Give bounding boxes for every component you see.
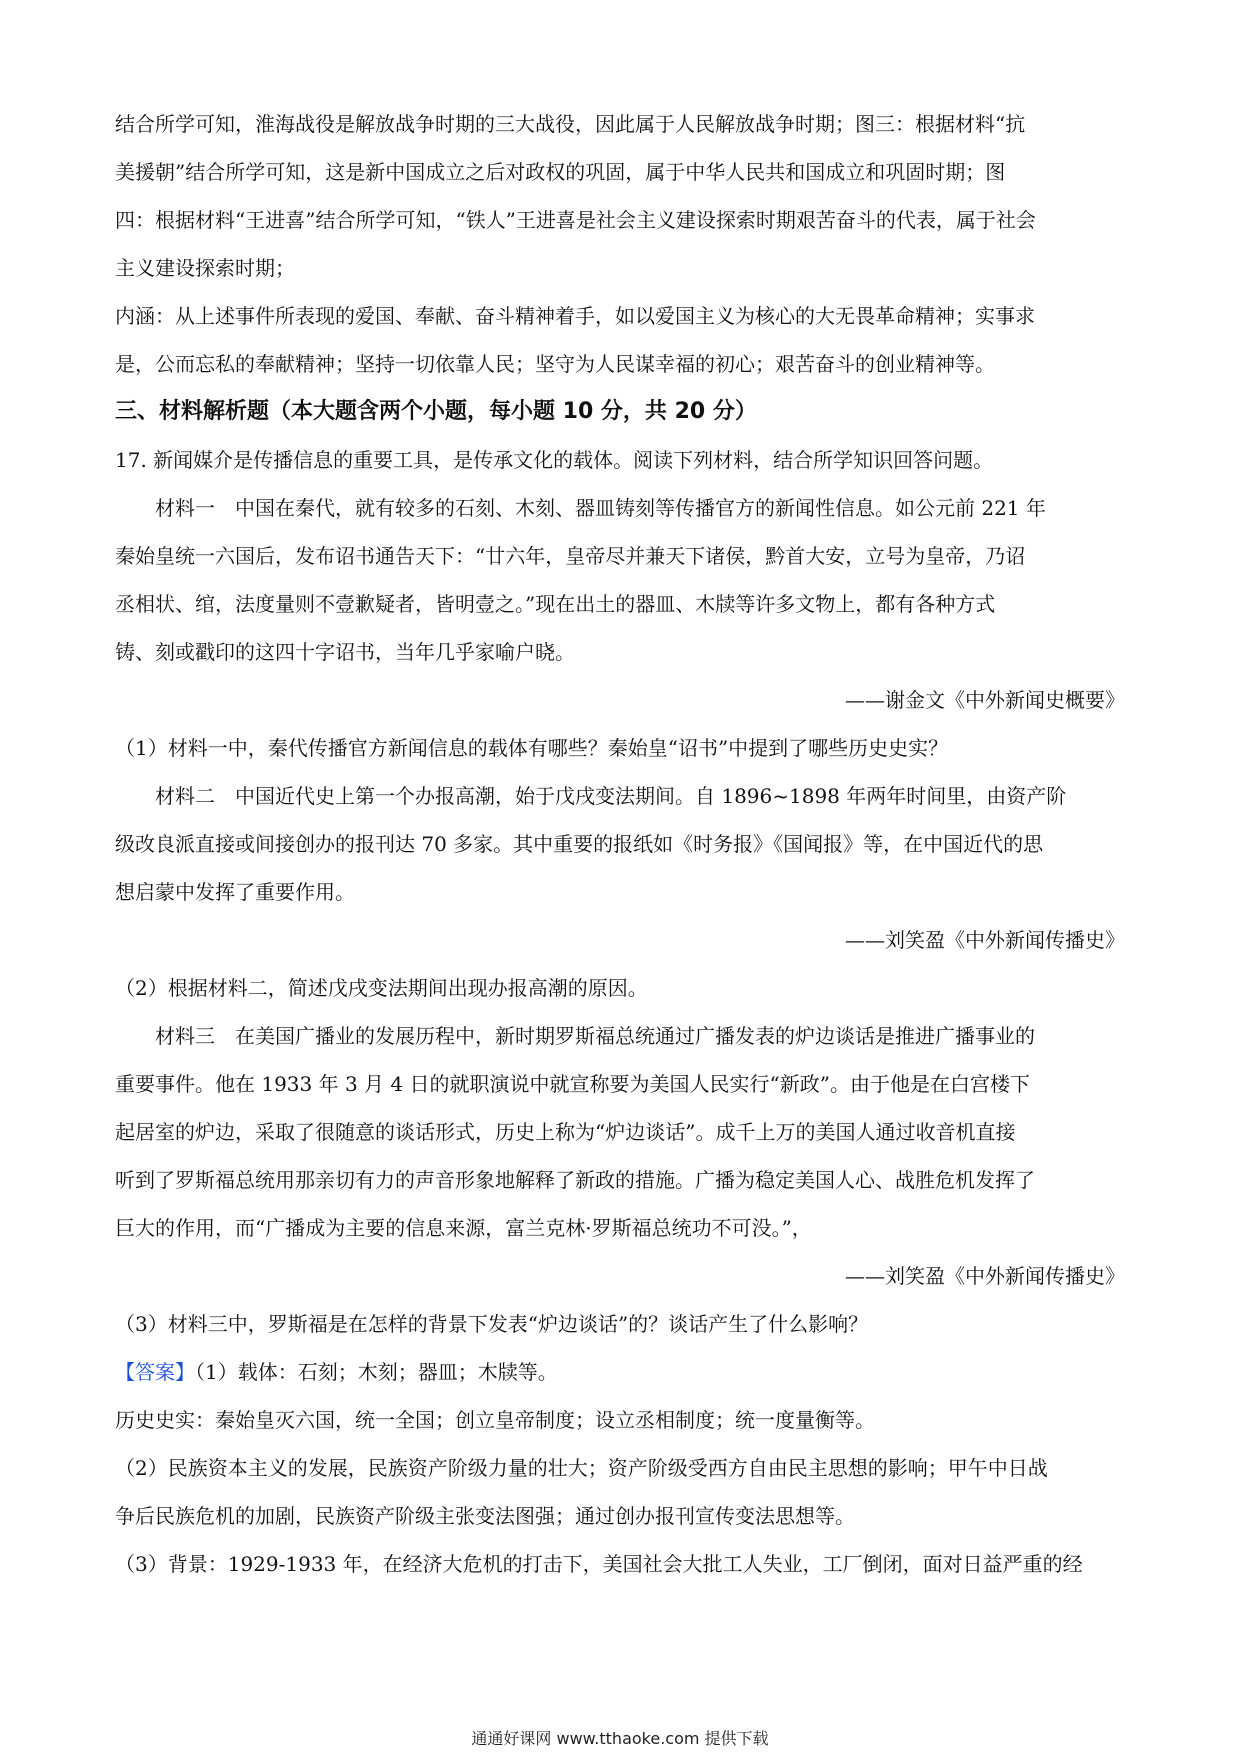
material-line: 丞相状、绾，法度量则不壹歉疑者，皆明壹之。”现在出土的器皿、木牍等许多文物上，都有各种方式 [115,592,996,616]
answer-line: （3）背景：1929-1933 年，在经济大危机的打击下，美国社会大批工人失业，工厂倒闭，面对日益严重的经 [115,1552,1083,1576]
material-three [115,1012,1125,1300]
sub-question-3: （3）材料三中，罗斯福是在怎样的背景下发表“炉边谈话”的？谈话产生了什么影响？ [115,1312,869,1336]
answer-tag: 【答案】 [115,1360,195,1384]
material-line: 铸、刻或戳印的这四十字诏书，当年几乎家喻户晓。 [115,640,575,664]
material-line: 材料三 在美国广播业的发展历程中，新时期罗斯福总统通过广播发表的炉边谈话是推进广播事业的 [155,1024,1035,1048]
analysis-line: 主义建设探索时期； [115,256,295,280]
analysis-line: 是，公而忘私的奉献精神；坚持一切依靠人民；坚守为人民谋幸福的初心；艰苦奋斗的创业精神等。 [115,352,995,376]
page-content [115,100,1125,1588]
question-stem: 17. 新闻媒介是传播信息的重要工具，是传承文化的载体。阅读下列材料，结合所学知识回答问题。 [115,448,994,472]
sub-question-2: （2）根据材料二，简述戊戌变法期间出现办报高潮的原因。 [115,976,648,1000]
material-line: 听到了罗斯福总统用那亲切有力的声音形象地解释了新政的措施。广播为稳定美国人心、战胜危机发挥了 [115,1168,1035,1192]
answer-text: （1）载体：石刻；木刻；器皿；木牍等。 [195,1360,558,1384]
material-line: 起居室的炉边，采取了很随意的谈话形式，历史上称为“炉边谈话”。成千上万的美国人通过收音机直接 [115,1120,1016,1144]
material-line: 级改良派直接或间接创办的报刊达 70 多家。其中重要的报纸如《时务报》《国闻报》等，在中国近代的思 [115,832,1044,856]
material-line: 秦始皇统一六国后，发布诏书通告天下：“廿六年，皇帝尽并兼天下诸侯，黔首大安，立号为皇帝，乃诏 [115,544,1026,568]
previous-analysis [115,100,1125,388]
analysis-line: 美援朝”结合所学可知，这是新中国成立之后对政权的巩固，属于中华人民共和国成立和巩固时期；图 [115,160,1006,184]
material-source: ——刘笑盈《中外新闻传播史》 [845,1264,1125,1288]
answer-line: （2）民族资本主义的发展，民族资产阶级力量的壮大；资产阶级受西方自由民主思想的影响；甲午中日战 [115,1456,1048,1480]
material-line: 材料一 中国在秦代，就有较多的石刻、木刻、器皿铸刻等传播官方的新闻性信息。如公元前 221 年 [155,496,1046,520]
answer-line-1 [115,1348,1125,1396]
material-source: ——刘笑盈《中外新闻传播史》 [845,928,1125,952]
material-one [115,484,1125,724]
sub-question-1: （1）材料一中，秦代传播官方新闻信息的载体有哪些？秦始皇“诏书”中提到了哪些历史史实？ [115,736,949,760]
material-two [115,772,1125,964]
material-line: 巨大的作用，而“广播成为主要的信息来源，富兰克林·罗斯福总统功不可没。”， [115,1216,812,1240]
answer-line: 历史史实：秦始皇灭六国，统一全国；创立皇帝制度；设立丞相制度；统一度量衡等。 [115,1408,875,1432]
material-source: ——谢金文《中外新闻史概要》 [845,688,1125,712]
section-heading: 三、材料解析题（本大题含两个小题，每小题 10 分，共 20 分） [115,399,757,424]
material-line: 材料二 中国近代史上第一个办报高潮，始于戊戌变法期间。自 1896~1898 年两年时间里，由资产阶 [155,784,1067,808]
answer-line: 争后民族危机的加剧，民族资产阶级主张变法图强；通过创办报刊宣传变法思想等。 [115,1504,855,1528]
analysis-line: 四：根据材料“王进喜”结合所学可知，“铁人”王进喜是社会主义建设探索时期艰苦奋斗的代表，属于社会 [115,208,1036,232]
analysis-line: 结合所学可知，淮海战役是解放战争时期的三大战役，因此属于人民解放战争时期；图三：根据材料“抗 [115,112,1026,136]
material-line: 重要事件。他在 1933 年 3 月 4 日的就职演说中就宣称要为美国人民实行“新政”。由于他是在白宫楼下 [115,1072,1030,1096]
material-line: 想启蒙中发挥了重要作用。 [115,880,355,904]
answer-section [115,1348,1125,1588]
analysis-line: 内涵：从上述事件所表现的爱国、奉献、奋斗精神着手，如以爱国主义为核心的大无畏革命精神；实事求 [115,304,1035,328]
page-footer: 通通好课网 www.tthaoke.com 提供下载 [471,1729,769,1748]
